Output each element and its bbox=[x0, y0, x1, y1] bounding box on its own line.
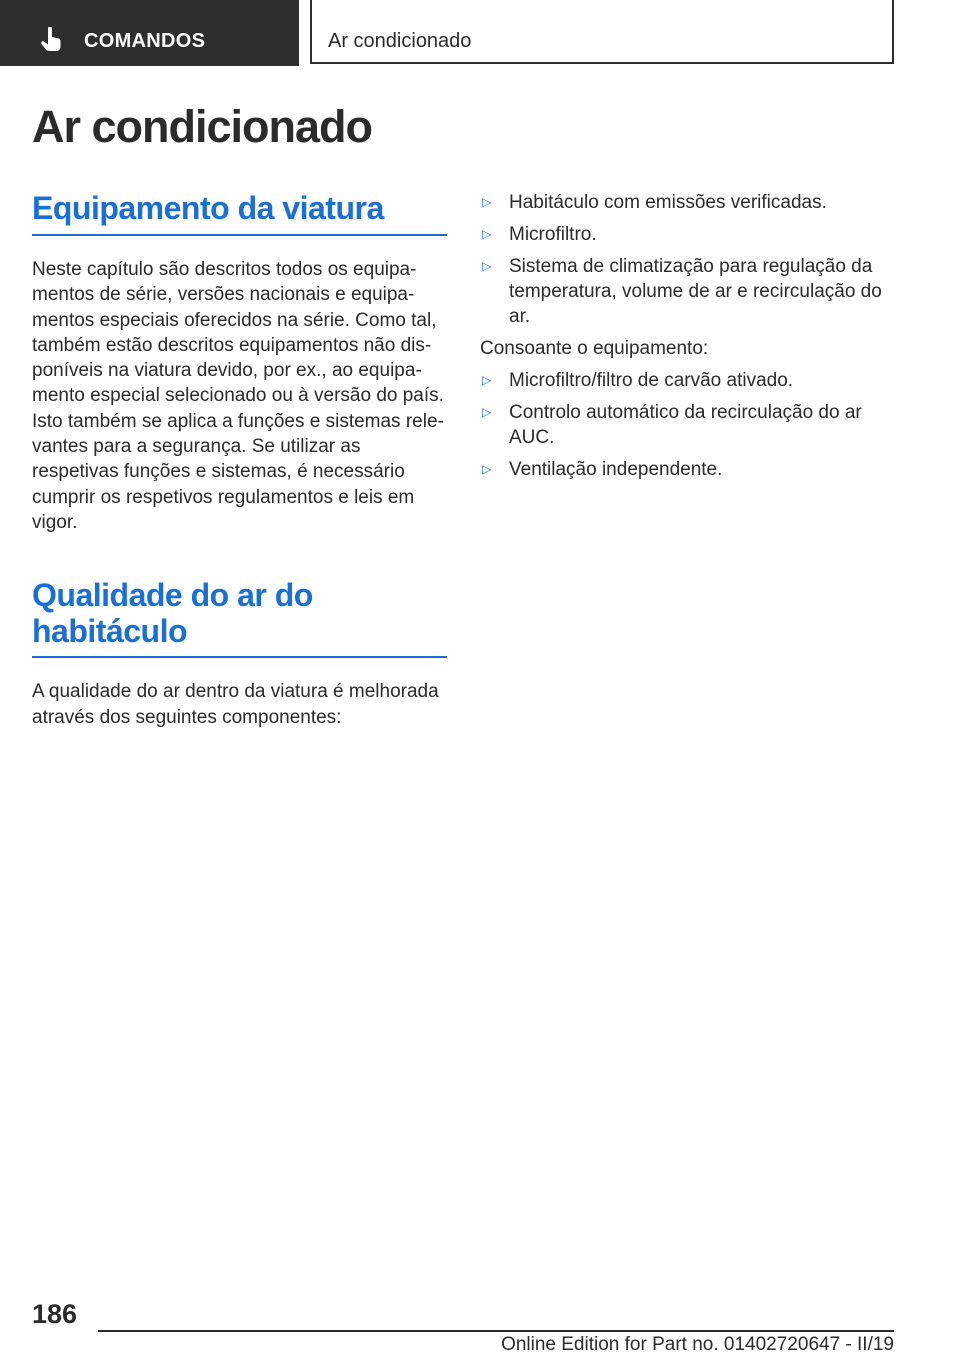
triangle-bullet-icon: ▷ bbox=[482, 372, 492, 387]
list-item-text: Microfiltro/filtro de carvão ativado. bbox=[509, 369, 794, 391]
equipment-paragraph: Neste capítulo são descritos todos os equipamentos de série, versões nacionais e equipamentos especiais oferecidos na série. Como tal, também estão descritos equipamentos não disponíveis na viatura devido, por ex., ao equipamento especial selecionado ou à versão do país. Isto também se aplica a funções e sistemas relevantes para a segurança. Se utilizar as respetivas funções e sistemas, é necessário cumprir os respetivos regulamentos e leis em vigor. bbox=[32, 259, 444, 533]
header-section-tab bbox=[0, 0, 299, 66]
list-item bbox=[480, 368, 894, 393]
list-item bbox=[480, 222, 894, 247]
heading-rule bbox=[32, 656, 447, 658]
heading-rule bbox=[32, 234, 447, 236]
heading-line: habitáculo bbox=[32, 613, 188, 650]
chapter-label: Ar condicionado bbox=[328, 30, 472, 52]
list-item-text: Microfiltro. bbox=[509, 223, 597, 245]
triangle-bullet-icon: ▷ bbox=[482, 404, 492, 419]
section-label: COMANDOS bbox=[84, 30, 206, 52]
page-number: 186 bbox=[32, 1299, 78, 1329]
heading-line: Qualidade do ar do bbox=[32, 577, 313, 614]
air-quality-paragraph: A qualidade do ar dentro da viatura é melhorada através dos seguintes componentes: bbox=[32, 681, 439, 728]
list-item bbox=[480, 254, 894, 330]
left-column bbox=[32, 190, 447, 730]
list-item-text: Controlo automático da recirculação do ar AUC. bbox=[509, 401, 862, 448]
section-heading-equipment: Equipamento da viatura bbox=[32, 190, 384, 226]
list-item-text: Habitáculo com emissões verificadas. bbox=[509, 192, 827, 213]
list-item-text: Sistema de climatização para regulação da temperatura, volume de ar e recirculação do ar. bbox=[509, 255, 882, 328]
triangle-bullet-icon: ▷ bbox=[482, 258, 492, 273]
hand-pointer-icon bbox=[40, 27, 64, 53]
right-column bbox=[480, 190, 894, 488]
triangle-bullet-icon: ▷ bbox=[482, 226, 492, 241]
triangle-bullet-icon: ▷ bbox=[482, 195, 492, 209]
list-item bbox=[480, 190, 894, 215]
section-heading-air-quality bbox=[32, 577, 447, 649]
list-item bbox=[480, 457, 894, 482]
edition-footer: Online Edition for Part no. 01402720647 - II/19 bbox=[501, 1334, 894, 1355]
equipment-intro: Consoante o equipamento: bbox=[480, 337, 709, 359]
list-item bbox=[480, 400, 894, 451]
list-item-text: Ventilação independente. bbox=[509, 458, 723, 480]
component-list bbox=[480, 190, 894, 329]
optional-equipment-list bbox=[480, 368, 894, 482]
header-chapter-tab bbox=[310, 0, 894, 64]
page-title: Ar condicionado bbox=[32, 101, 373, 152]
triangle-bullet-icon: ▷ bbox=[482, 461, 492, 476]
